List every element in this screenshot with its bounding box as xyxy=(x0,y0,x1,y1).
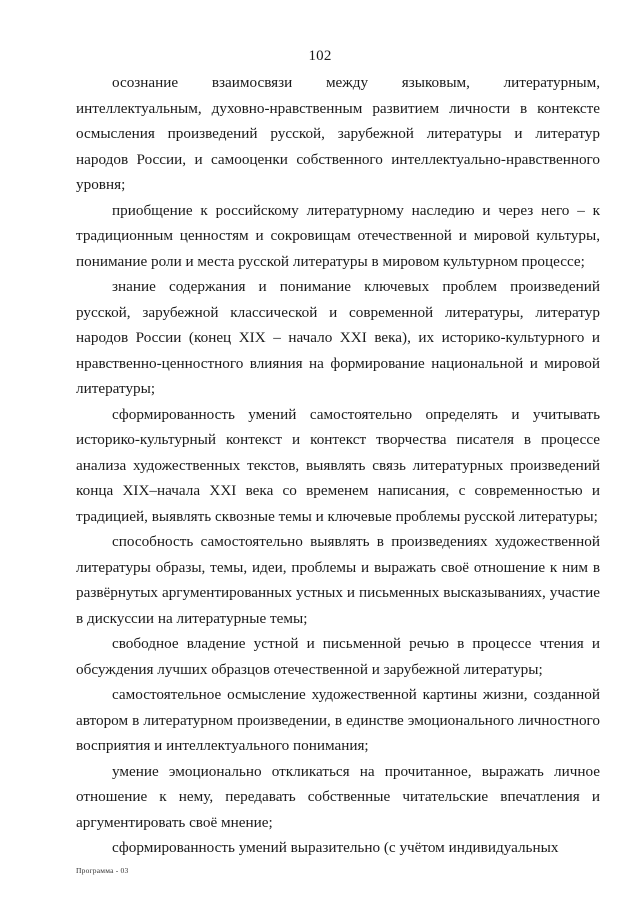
paragraph: умение эмоционально откликаться на прочитанное, выражать личное отношение к нему, передавать собственные читательские впечатления и аргументировать своё мнение; xyxy=(76,762,600,831)
paragraph: знание содержания и понимание ключевых проблем произведений русской, зарубежной классической и современной литературы, литератур народов России (конец XIX – начало XXI века), их историко-культурного и нравственно-ценностного влияния на формирование национальной и мировой литературы; xyxy=(76,278,600,397)
paragraph: приобщение к российскому литературному наследию и через него – к традиционным ценностям и сокровищам отечественной и мировой культуры, понимание роли и места русской литературы в мировом культурном процессе; xyxy=(76,201,600,270)
paragraph: сформированность умений выразительно (с учётом индивидуальных xyxy=(112,839,559,856)
paragraph: свободное владение устной и письменной речью в процессе чтения и обсуждения лучших образцов отечественной и зарубежной литературы; xyxy=(76,635,600,678)
footer-program-label: Программа - 03 xyxy=(76,866,129,875)
paragraph: способность самостоятельно выявлять в произведениях художественной литературы образы, темы, идеи, проблемы и выражать своё отношение к ним в развёрнутых аргументированных устных и письменных высказываниях, участие в дискуссии на литературные темы; xyxy=(76,533,600,627)
page-number: 102 xyxy=(308,48,332,64)
paragraph: самостоятельное осмысление художественной картины жизни, созданной автором в литературном произведении, в единстве эмоционального личностного восприятия и интеллектуального понимания; xyxy=(76,686,600,754)
document-body xyxy=(76,70,600,861)
paragraph: осознание взаимосвязи между языковым, литературным, интеллектуальным, духовно-нравственным развитием личности в контексте осмысления произведений русской, зарубежной литературы и литератур народов России, и самооценки собственного интеллектуально-нравственного уровня; xyxy=(76,74,600,193)
paragraph: сформированность умений самостоятельно определять и учитывать историко-культурный контекст и контекст творчества писателя в процессе анализа художественных текстов, выявлять связь литературных произведений конца XIX–начала XXI века со временем написания, с современностью и традицией, выявлять сквозные темы и ключевые проблемы русской литературы; xyxy=(76,405,600,525)
